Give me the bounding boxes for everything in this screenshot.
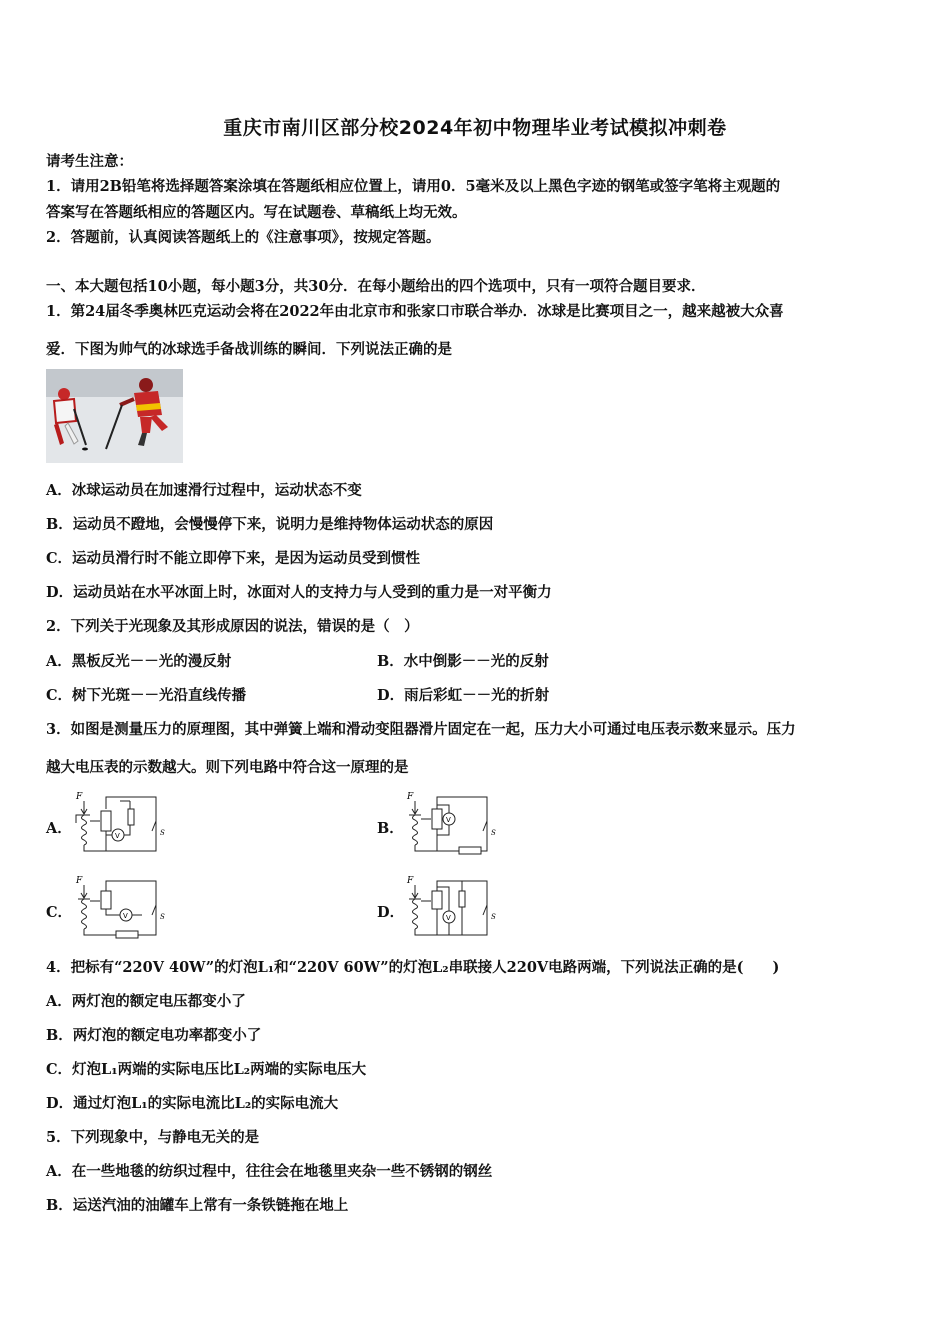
notice-heading: 请考生注意：	[46, 153, 133, 170]
q2-option-c: C．树下光斑－－光沿直线传播	[46, 687, 247, 704]
q3-circuit-d	[401, 871, 501, 941]
q1-option-a: A．冰球运动员在加速滑行过程中，运动状态不变	[46, 482, 362, 499]
q4-option-b: B．两灯泡的额定电功率都变小了	[46, 1027, 262, 1044]
q3-circuit-c	[70, 871, 170, 941]
q2-option-d: D．雨后彩虹－－光的折射	[377, 687, 550, 704]
q5-stem: 5．下列现象中，与静电无关的是	[46, 1129, 260, 1146]
q3-circuit-b	[401, 787, 501, 857]
q2-option-a: A．黑板反光－－光的漫反射	[46, 653, 232, 670]
switch-label: S	[491, 829, 496, 837]
force-label: F	[76, 792, 83, 802]
notice-line-3: 2．答题前，认真阅读答题纸上的《注意事项》，按规定答题。	[46, 229, 441, 246]
voltmeter-label: V	[115, 832, 120, 840]
q1-stem-1: 1．第24届冬季奥林匹克运动会将在2022年由北京市和张家口市联合举办．冰球是比赛项目之一，越来越被大众喜	[46, 303, 784, 320]
q4-option-d: D．通过灯泡L₁的实际电流比L₂的实际电流大	[46, 1095, 339, 1112]
switch-label: S	[160, 913, 165, 921]
q1-option-c: C．运动员滑行时不能立即停下来，是因为运动员受到惯性	[46, 550, 421, 567]
force-label: F	[76, 876, 83, 886]
hockey-photo	[46, 369, 183, 463]
force-label: F	[407, 876, 414, 886]
switch-label: S	[491, 913, 496, 921]
force-label: F	[407, 792, 414, 802]
q2-option-b: B．水中倒影－－光的反射	[377, 653, 549, 670]
q4-option-a: A．两灯泡的额定电压都变小了	[46, 993, 246, 1010]
q2-stem: 2．下列关于光现象及其形成原因的说法，错误的是（ ）	[46, 618, 419, 635]
switch-label: S	[160, 829, 165, 837]
q3-option-c-label: C．	[46, 904, 73, 921]
voltmeter-label: V	[446, 914, 451, 922]
voltmeter-label: V	[446, 816, 451, 824]
q3-option-b-label: B．	[377, 820, 404, 837]
q3-stem-1: 3．如图是测量压力的原理图，其中弹簧上端和滑动变阻器滑片固定在一起，压力大小可通过电压表示数来显示。压力	[46, 721, 796, 738]
q3-option-d-label: D．	[377, 904, 405, 921]
page-title: 重庆市南川区部分校2024年初中物理毕业考试模拟冲刺卷	[223, 117, 727, 139]
section-heading: 一、本大题包括10小题，每小题3分，共30分．在每小题给出的四个选项中，只有一项符合题目要求．	[46, 278, 706, 295]
q1-stem-2: 爱．下图为帅气的冰球选手备战训练的瞬间．下列说法正确的是	[46, 341, 452, 358]
q3-option-a-label: A．	[46, 820, 72, 837]
notice-line-2: 答案写在答题纸相应的答题区内。写在试题卷、草稿纸上均无效。	[46, 204, 467, 221]
q5-option-b: B．运送汽油的油罐车上常有一条铁链拖在地上	[46, 1197, 349, 1214]
q3-circuit-a	[70, 787, 170, 857]
q1-option-b: B．运动员不蹬地，会慢慢停下来，说明力是维持物体运动状态的原因	[46, 516, 494, 533]
q4-stem: 4．把标有“220V 40W”的灯泡L₁和“220V 60W”的灯泡L₂串联接人220V电路两端，下列说法正确的是( )	[46, 959, 780, 976]
q1-option-d: D．运动员站在水平冰面上时，冰面对人的支持力与人受到的重力是一对平衡力	[46, 584, 552, 601]
notice-line-1: 1．请用2B铅笔将选择题答案涂填在答题纸相应位置上，请用0．5毫米及以上黑色字迹的钢笔或签字笔将主观题的	[46, 178, 781, 195]
q3-stem-2: 越大电压表的示数越大。则下列电路中符合这一原理的是	[46, 759, 409, 776]
q5-option-a: A．在一些地毯的纺织过程中，往往会在地毯里夹杂一些不锈钢的钢丝	[46, 1163, 493, 1180]
q4-option-c: C．灯泡L₁两端的实际电压比L₂两端的实际电压大	[46, 1061, 367, 1078]
voltmeter-label: V	[123, 912, 128, 920]
